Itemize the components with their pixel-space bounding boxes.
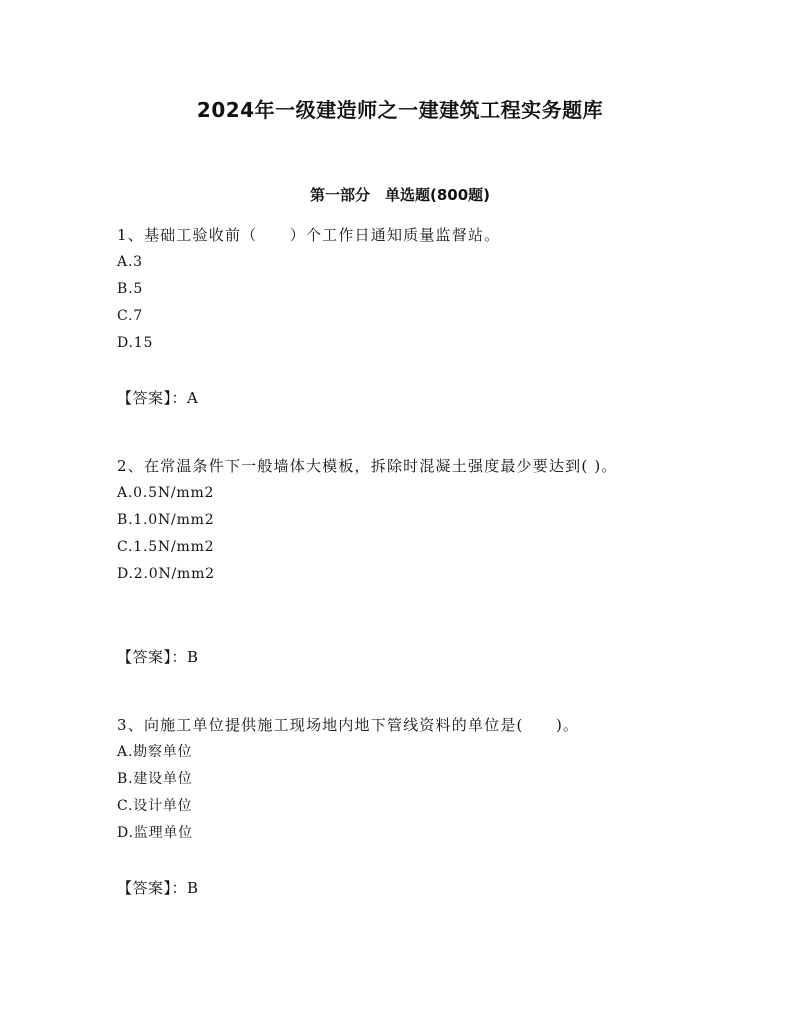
option-b: B.1.0N/mm2 <box>117 512 215 528</box>
answer-3: 【答案】：B <box>117 879 199 897</box>
option-b: B.5 <box>117 281 144 297</box>
section-title: 第一部分 单选题(800题) <box>309 186 491 204</box>
document-title: 2024年一级建造师之一建建筑工程实务题库 <box>196 98 604 122</box>
option-c: C.1.5N/mm2 <box>117 539 215 555</box>
question-stem: 1、基础工验收前（ ）个工作日通知质量监督站。 <box>117 226 501 244</box>
option-a: A.0.5N/mm2 <box>117 485 215 501</box>
option-c: C.7 <box>117 308 143 324</box>
option-d: D.2.0N/mm2 <box>117 566 215 582</box>
answer-2: 【答案】：B <box>117 648 199 666</box>
option-c: C.设计单位 <box>117 798 193 814</box>
question-1 <box>117 222 677 357</box>
option-list <box>117 480 677 588</box>
option-b: B.建设单位 <box>117 771 193 787</box>
option-a: A.勘察单位 <box>117 744 193 760</box>
answer-1: 【答案】：A <box>117 389 199 407</box>
option-d: D.监理单位 <box>117 825 193 841</box>
question-stem: 3、向施工单位提供施工现场地内地下管线资料的单位是( )。 <box>117 716 580 734</box>
option-a: A.3 <box>117 254 143 270</box>
question-2 <box>117 453 677 588</box>
question-3 <box>117 712 677 847</box>
question-stem: 2、在常温条件下一般墙体大模板，拆除时混凝土强度最少要达到( )。 <box>117 457 618 475</box>
option-list <box>117 249 677 357</box>
option-list <box>117 739 677 847</box>
option-d: D.15 <box>117 335 154 351</box>
